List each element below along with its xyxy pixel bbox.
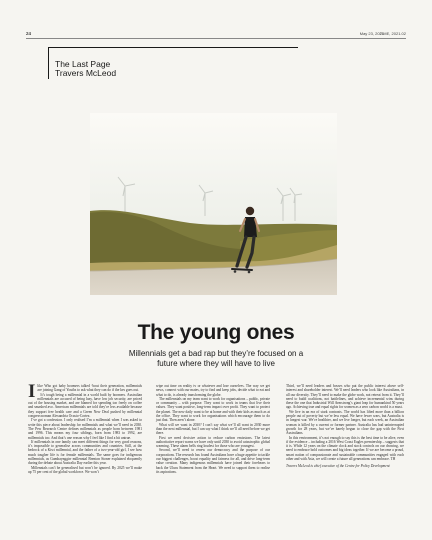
issue-date: May 23, 2021 xyxy=(359,31,384,36)
paragraph: Millennials can’t be generalised but won’t be ignored. By 2025 we’ll make up 75 per cent of the global workforce. We won’t xyxy=(28,465,142,474)
page-number: 24 xyxy=(26,31,32,36)
paragraph: It’s tough being a millennial in a world built by boomers. Australian millennials are accused of being lazy, have low job security, are priced out of the housing market, and are blamed for spending too freely on coffee and smashed avo. American millennials are told they’re less available because they support free health care and a Green New Deal pushed by millennial congresswoman Alexandria Ocasio-Cortez. xyxy=(28,392,142,419)
paragraph: We live in an era of stark contrasts. The world has lifted more than a billion people out of poverty but we’re less equal. We have fewer wars, but Australia is in longest war. We’re healthier, and we live longer, but each week, an Australian woman is killed by a current or former partner. Australia has had uninterrupted growth for 28 years, but we’ve barely begun to close the gap with the First Australians. xyxy=(286,409,404,436)
section-title: The Last Page xyxy=(55,59,111,69)
paragraph: If millennials in one family can meet different things for very good reasons, it’s impossible to generalise across communities and countries. Still, at the bedrock of a Kiwi millennial, and the father of a two-year-old girl, I see how much tougher life is for female millennials. The same goes for indigenous millennials, as Gumbaynggirr millennial Brenton Stoner explained eloquently during the debate about Australia Day earlier this year. xyxy=(28,439,142,466)
paragraph: I’ve got a confession. I only realised I’m a millennial when I was asked to write this piece about leadership for millennials and what we’ll need in 2030. The Pew Research Centre defines millennials as people born between 1981 and 1996. This means my four siblings, born from 1983 to 1992, are millennials too. And that’s one reason why I feel like I find a bit untrue. xyxy=(28,418,142,440)
article-column-2 xyxy=(156,384,270,474)
article-column-3 xyxy=(286,384,404,469)
paragraph: Second, we’ll need to renew our democracy and the purpose of our corporations. The research has found Australians have a huge appetite to tackle our biggest challenges, boost equality and fairness for all, and drive long-term value creation. Many indigenous millennials have joined their forebears to back the Uluru Statement from the Heart. We need to support them to realise its aspirations. xyxy=(156,448,270,474)
paragraph: First we need decisive action to reduce carbon emissions. The latest authoritative report warns we have only until 2030 to avoid catastrophic global warming. These alarm bells ring loudest for those who are youngest. xyxy=(156,435,270,449)
folio xyxy=(26,31,406,41)
paragraph-text: like Who got baby boomers talked ‘bout their generation, millennials are joining Gang of Youths to ask what they can do if the kes goes out. xyxy=(37,384,142,393)
standfirst: Millennials get a bad rap but they’re focused on a future where they will have to live xyxy=(128,349,304,368)
article-column-1 xyxy=(28,381,142,474)
paragraph: What will we want in 2030? I can’t say what we’ll all want in 2030 more than the next millennial, but I can say what I think we’ll all need before we get there. xyxy=(156,422,270,436)
headline: The young ones xyxy=(137,321,295,344)
section-header xyxy=(48,47,298,79)
author-name: Travers McLeod xyxy=(55,68,117,78)
publication-name: TIME, 2021.02 xyxy=(379,31,406,36)
paragraph xyxy=(28,381,142,402)
author-bio: Travers McLeod is chief executive of the Centre for Policy Development xyxy=(286,464,390,469)
photo-illustration xyxy=(90,113,337,295)
paragraph: wipe out time on reality tv or whatever and lose ourselves. The way we get news, connect with our mates, try to find and keep jobs, decide what to eat and what to do, is already transforming the globe. xyxy=(156,384,270,397)
paragraph: In this environment, it’s not enough to say this is the best time to be alive, even if the evidence – including a 2016 West Coast Eagles premiership – suggests that it is. While 12 years on the climate clock and stock controls on our drawing, we need to embrace bold outcomes and big ideas together. If we are become a proud, smart nation of compassionate and sustainable communities engaged with each other and with Asia, we will create a future all generations can embrace. TH xyxy=(286,435,404,462)
article-body xyxy=(28,381,404,519)
paragraph: The millennials on my team want to work for organisations – public, private or community – with purpose. They want to work in teams that live their values. They want positive, long-term impact over profit. They want to protect the planet. The new daily want to be at home and with their kids as much as at the office. They want to work for organisations which encourage them to do just that. Then aren’t alone. xyxy=(156,396,270,423)
drop-cap: I xyxy=(28,381,36,402)
skateboarder-photo xyxy=(90,113,337,295)
top-rule xyxy=(26,38,406,39)
paragraph: Third, we’ll need leaders and bosses who put the public interest above self-interest and shareholder interest. We’ll need leaders who look like Australians, in all our diversity. They’ll need to make the globe work, not retreat from it. They’ll need to build coalitions, not battlelines, and achieve incremental wins during these the one that Industrial Will Armstrong’s giant leap for humankind 50 years ago. Achieving true and equal rights for women as a zero carbon world is a must. xyxy=(286,384,404,410)
